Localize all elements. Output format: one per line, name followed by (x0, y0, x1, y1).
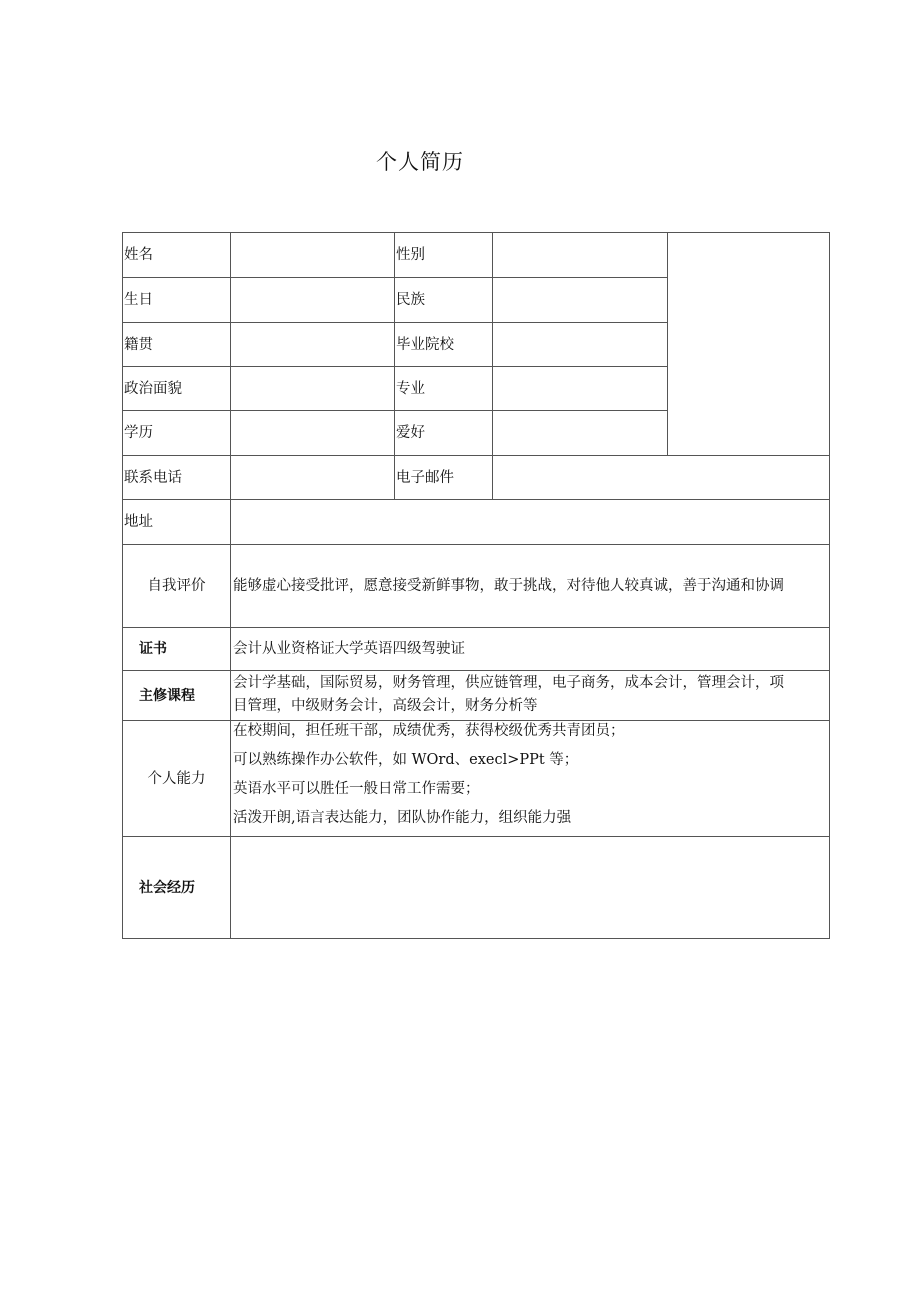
label-experience: 社会经历 (122, 836, 231, 939)
ability-line-3: 英语水平可以胜任一般日常工作需要； (233, 781, 480, 797)
value-experience[interactable] (230, 836, 830, 939)
label-hobby: 爱好 (394, 410, 493, 456)
label-name: 姓名 (122, 232, 231, 278)
value-gender[interactable] (492, 232, 668, 278)
value-certificates: 会计从业资格证大学英语四级驾驶证 (230, 627, 830, 671)
value-major[interactable] (492, 366, 668, 411)
label-hometown: 籍贯 (122, 322, 231, 367)
label-politics: 政治面貌 (122, 366, 231, 411)
ability-line-4: 活泼开朗,语言表达能力，团队协作能力，组织能力强 (233, 810, 572, 826)
label-ethnicity: 民族 (394, 277, 493, 323)
ability-line-1: 在校期间，担任班干部，成绩优秀，获得校级优秀共青团员； (233, 723, 625, 739)
value-school[interactable] (492, 322, 668, 367)
value-email[interactable] (492, 455, 830, 500)
value-hometown[interactable] (230, 322, 395, 367)
label-certificates: 证书 (122, 627, 231, 671)
label-self-eval: 自我评价 (122, 544, 231, 628)
courses-line-2: 目管理，中级财务会计，高级会计，财务分析等 (233, 698, 538, 714)
ability-line-2: 可以熟练操作办公软件，如 WOrd、execl>PPt 等； (233, 752, 579, 768)
value-education[interactable] (230, 410, 395, 456)
photo-box (667, 232, 830, 456)
value-ethnicity[interactable] (492, 277, 668, 323)
value-politics[interactable] (230, 366, 395, 411)
label-birth: 生日 (122, 277, 231, 323)
label-abilities: 个人能力 (122, 720, 231, 837)
label-courses: 主修课程 (122, 670, 231, 721)
label-email: 电子邮件 (394, 455, 493, 500)
value-hobby[interactable] (492, 410, 668, 456)
value-name[interactable] (230, 232, 395, 278)
label-address: 地址 (122, 499, 231, 545)
label-school: 毕业院校 (394, 322, 493, 367)
value-birth[interactable] (230, 277, 395, 323)
value-abilities (230, 720, 830, 837)
label-major: 专业 (394, 366, 493, 411)
value-courses (230, 670, 830, 721)
courses-line-1: 会计学基础，国际贸易，财务管理，供应链管理，电子商务，成本会计，管理会计，项 (233, 675, 784, 691)
value-address[interactable] (230, 499, 830, 545)
label-gender: 性别 (394, 232, 493, 278)
value-self-eval: 能够虚心接受批评，愿意接受新鲜事物，敢于挑战，对待他人较真诚，善于沟通和协调 (230, 544, 830, 628)
label-phone: 联系电话 (122, 455, 231, 500)
label-education: 学历 (122, 410, 231, 456)
page-title: 个人简历 (376, 150, 464, 174)
value-phone[interactable] (230, 455, 395, 500)
